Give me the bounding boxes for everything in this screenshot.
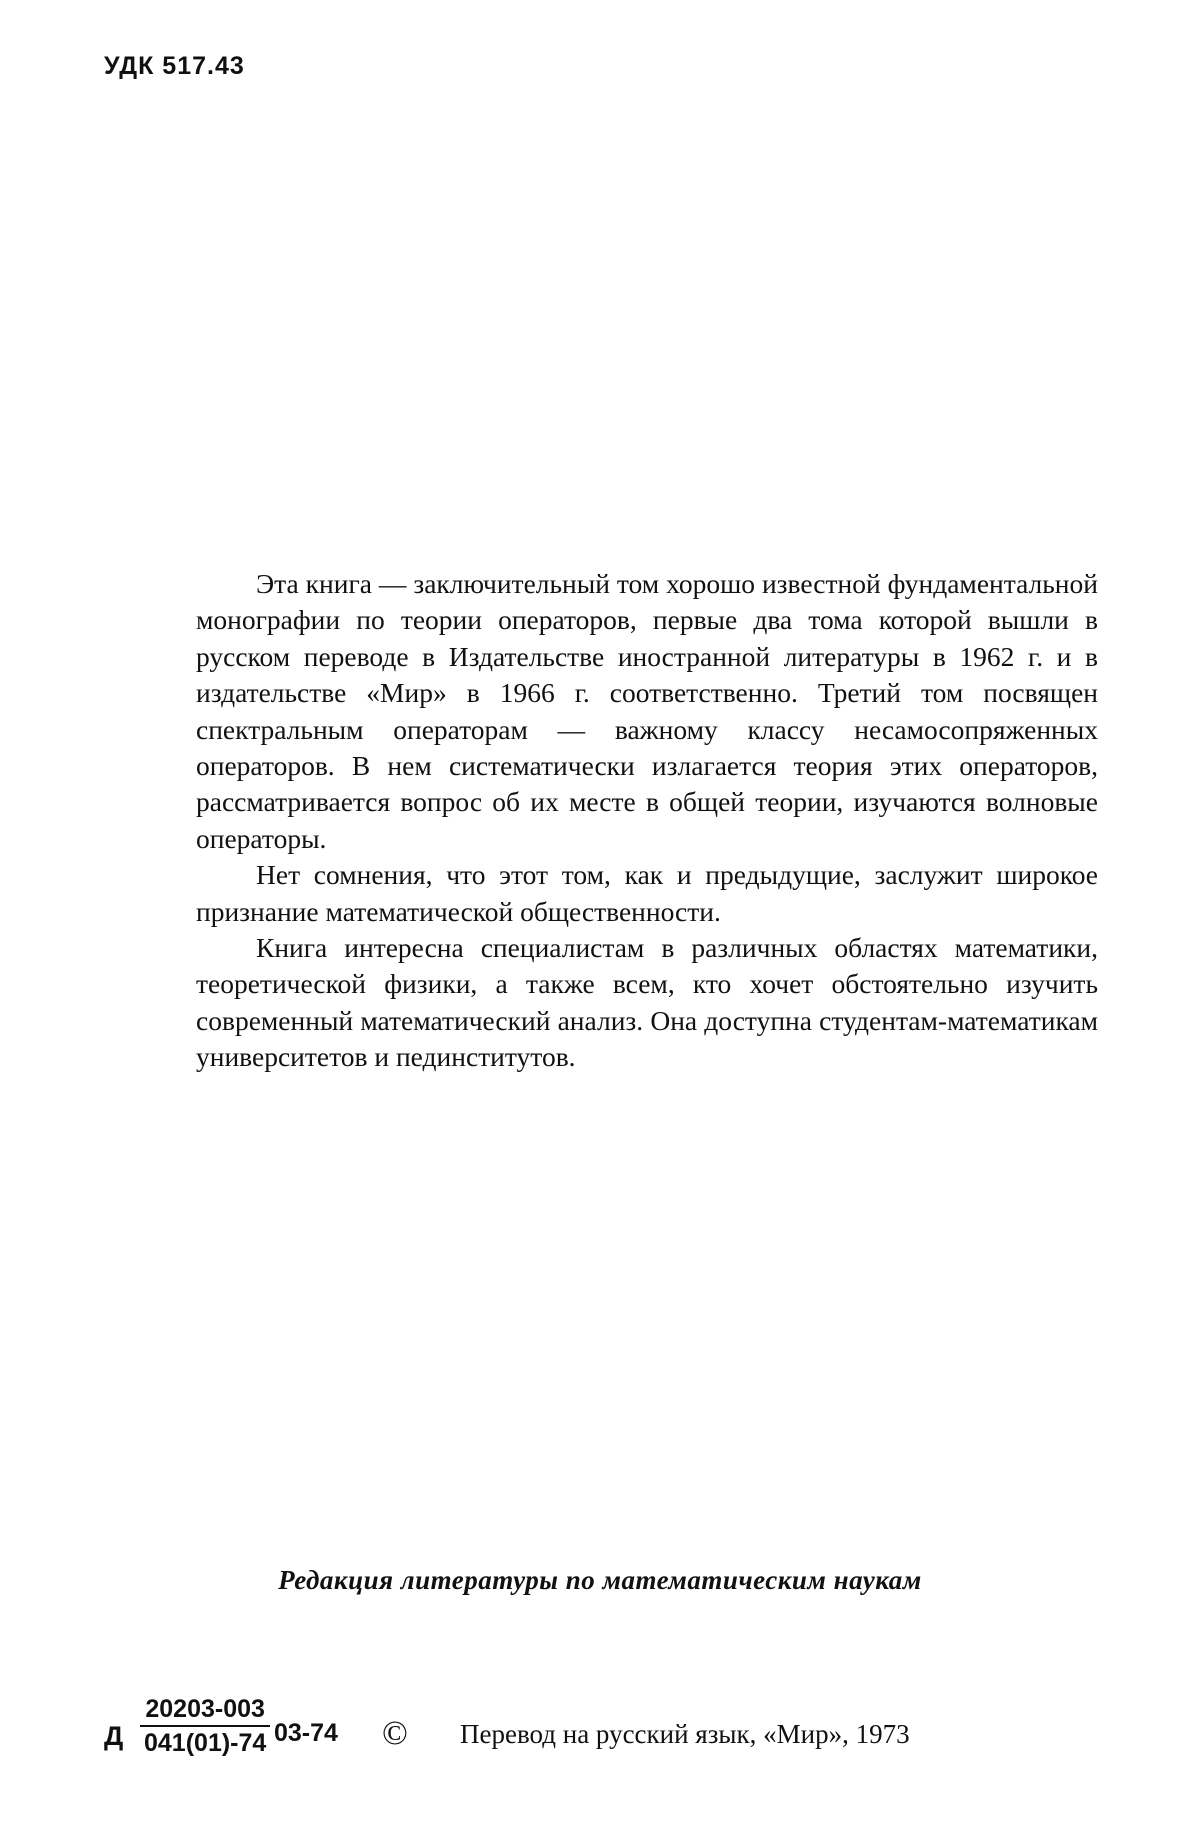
imprint-fraction (140, 1693, 270, 1759)
annotation-paragraph: Книга интересна специалистам в различных областях математики, теоретической физики, а также всем, кто хочет обстоятельно изучить современный математический анализ. Она доступна студентам-математикам университетов и пединститутов. (196, 932, 1098, 1073)
imprint-suffix: 03-74 (274, 1719, 338, 1747)
editorial-office: Редакция литературы по математическим наукам (278, 1565, 922, 1595)
udk-code: УДК 517.43 (104, 52, 245, 80)
annotation-paragraph: Эта книга — заключительный том хорошо известной фундаментальной монографии по теории операторов, первые два тома которой вышли в русском переводе в Издательстве иностранной литературы в 1962 г. и в издательстве «Мир» в 1966 г. соответственно. Третий том посвящен спектральным операторам — важному классу несамосопряженных операторов. В нем систематически излагается теория этих операторов, рассматривается вопрос об их месте в общей теории, изучаются волновые операторы. (196, 568, 1098, 854)
imprint-letter: Д (104, 1721, 124, 1751)
translation-notice: Перевод на русский язык, «Мир», 1973 (460, 1719, 910, 1749)
imprint-denominator: 041(01)-74 (140, 1725, 270, 1759)
copyright-icon: © (382, 1715, 408, 1752)
annotation (196, 566, 1098, 1076)
annotation-paragraph: Нет сомнения, что этот том, как и предыдущие, заслужит широкое признание математической общественности. (196, 859, 1098, 927)
imprint-numerator: 20203-003 (145, 1695, 265, 1723)
imprint-footer (104, 1693, 1104, 1773)
